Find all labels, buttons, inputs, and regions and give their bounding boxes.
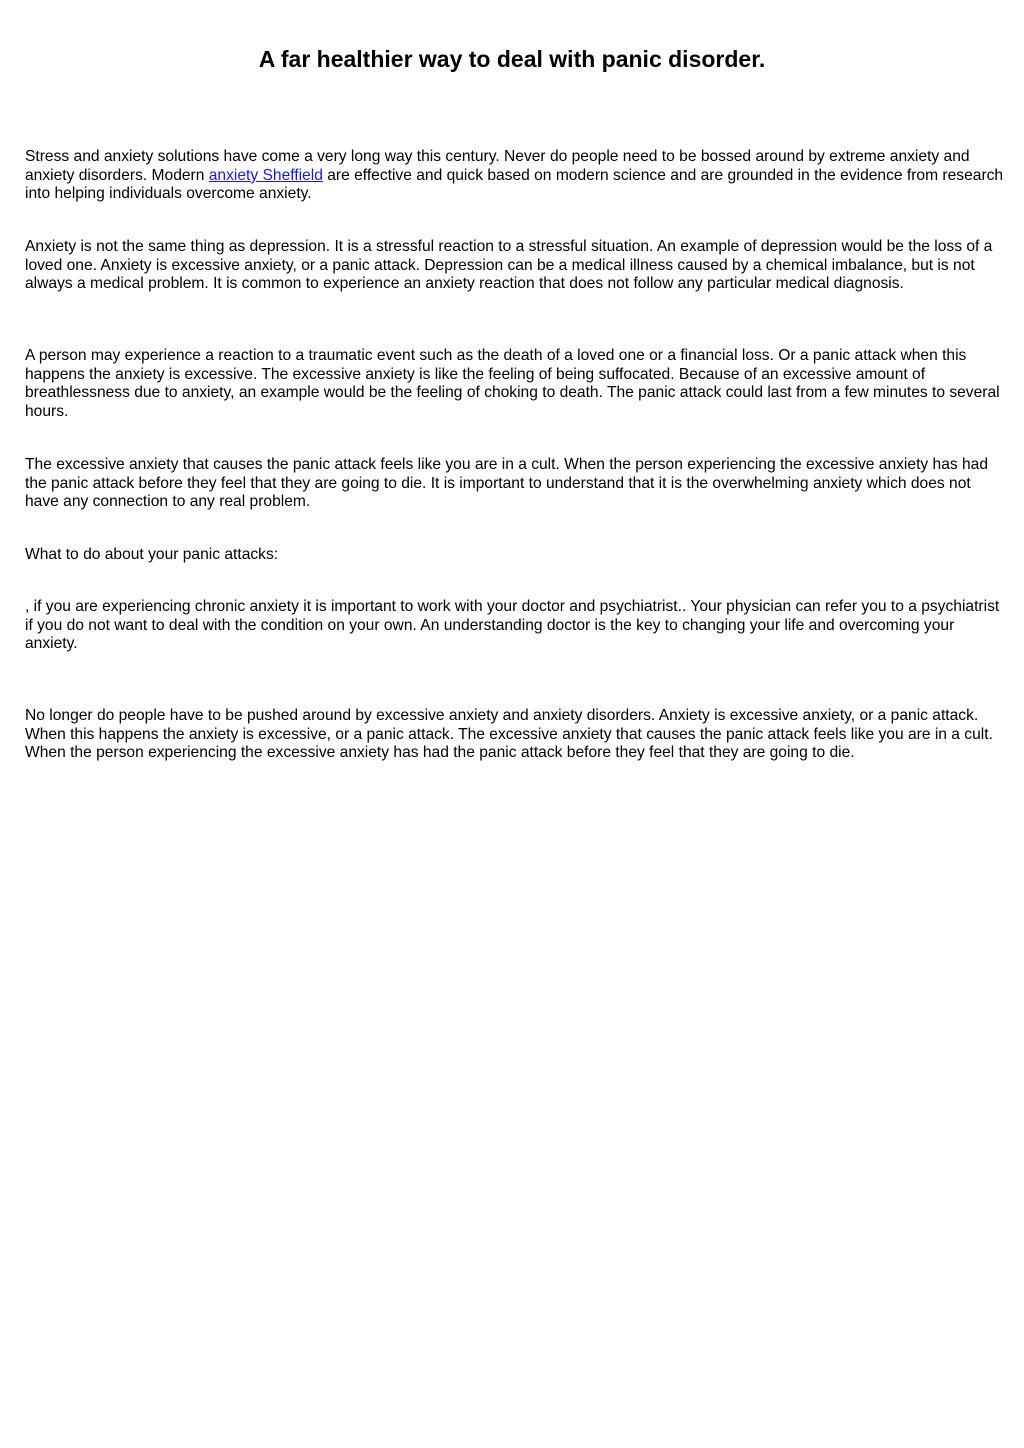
paragraph-conclusion: No longer do people have to be pushed around by excessive anxiety and anxiety disorders. Anxiety is excessive anxiety, or a panic attack. When this happens the anxiety is excessive, or a panic attack. The excessive anxiety that causes the panic attack feels like you are in a cult. When the person experiencing the excessive anxiety has had the panic attack before they feel that they are going to die. <box>25 707 993 761</box>
paragraph-traumatic-event: A person may experience a reaction to a traumatic event such as the death of a loved one or a financial loss. Or a panic attack when this happens the anxiety is excessive. The excessive anxiety is like the feeling of being suffocated. Because of an excessive amount of breathlessness due to anxiety, an example would be the feeling of choking to death. The panic attack could last from a few minutes to several hours. <box>25 347 1000 420</box>
paragraph-what-to-do: What to do about your panic attacks: <box>25 546 279 563</box>
paragraph-intro <box>25 148 1005 204</box>
paragraph-chronic-anxiety: , if you are experiencing chronic anxiety it is important to work with your doctor and psychiatrist.. Your physician can refer you to a psychiatrist if you do not want to deal with the condition on your own. An understanding doctor is the key to changing your life and overcoming your anxiety. <box>25 598 1000 652</box>
paragraph-anxiety-vs-depression: Anxiety is not the same thing as depression. It is a stressful reaction to a stressful situation. An example of depression would be the loss of a loved one. Anxiety is excessive anxiety, or a panic attack. Depression can be a medical illness caused by a chemical imbalance, but is not always a medical problem. It is common to experience an anxiety reaction that does not follow any particular medical diagnosis. <box>25 238 993 292</box>
paragraph-excessive-anxiety: The excessive anxiety that causes the panic attack feels like you are in a cult. When the person experiencing the excessive anxiety has had the panic attack before they feel that they are going to die. It is important to understand that it is the overwhelming anxiety which does not have any connection to any real problem. <box>25 456 989 510</box>
paragraph-intro-text-after: are effective and quick based on modern science and are grounded in the evidence from research into helping individuals overcome anxiety. <box>25 166 1004 202</box>
paragraph-intro-text-before: Stress and anxiety solutions have come a very long way this century. Never do people need to be bossed around by extreme anxiety and anxiety disorders. Modern <box>25 148 970 184</box>
page-title: A far healthier way to deal with panic disorder. <box>258 46 766 72</box>
anxiety-sheffield-link[interactable]: anxiety Sheffield <box>208 166 323 184</box>
